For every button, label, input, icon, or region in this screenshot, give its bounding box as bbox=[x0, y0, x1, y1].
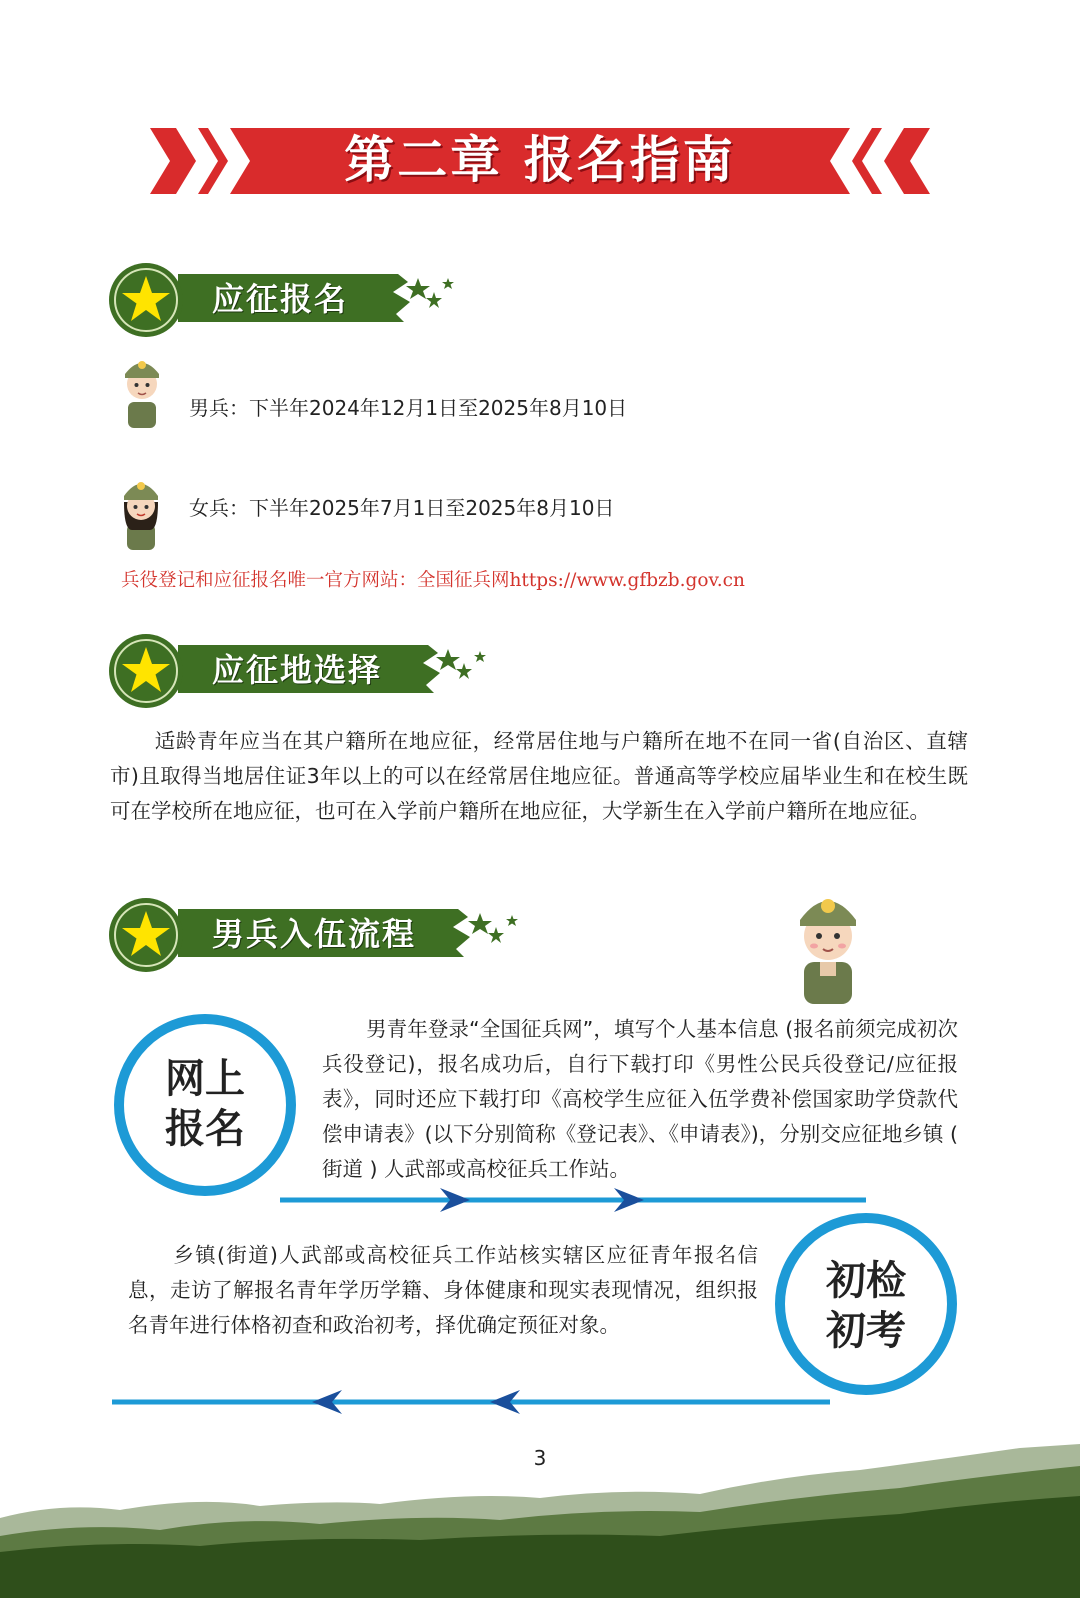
location-paragraph: 适龄青年应当在其户籍所在地应征，经常居住地与户籍所在地不在同一省(自治区、直辖市)且取得当地居住证3年以上的可以在经常居住地应征。普通高等学校应届毕业生和在校生既可在学校所在地应征，也可在入学前户籍所在地应征，大学新生在入学前户籍所在地应征。 bbox=[110, 729, 968, 823]
star-icon bbox=[406, 278, 430, 299]
male-soldier-avatar bbox=[790, 886, 866, 1006]
male-enlist-dates: 男兵：下半年2024年12月1日至2025年8月10日 bbox=[189, 396, 628, 420]
section-title: 男兵入伍流程 bbox=[212, 915, 417, 953]
male-soldier-avatar bbox=[118, 352, 166, 430]
step-label-initial-check: 初检 初考 bbox=[826, 1257, 906, 1354]
star-icon bbox=[456, 663, 472, 679]
star-icon bbox=[442, 278, 454, 289]
step-description-online-registration: 男青年登录“全国征兵网”，填写个人基本信息 (报名前须完成初次兵役登记)，报名成功后，自行下载打印《男性公民兵役登记/应征报表》，同时还应下载打印《高校学生应征入伍学费补偿国家助学贷款代偿申请表》(以下分别简称《登记表》、《申请表》)，分别交应征地乡镇 ( 街道 ) 人武部或高校征兵工作站。 bbox=[322, 1017, 958, 1181]
star-icon bbox=[488, 927, 504, 943]
section-header-location bbox=[108, 633, 568, 709]
star-icon bbox=[468, 913, 492, 934]
female-soldier-avatar bbox=[116, 472, 166, 552]
section-header-process bbox=[108, 897, 568, 973]
section-title: 应征报名 bbox=[212, 280, 349, 318]
star-icon bbox=[474, 651, 486, 662]
bottom-brush-decoration bbox=[0, 1440, 1080, 1598]
step-label-online-registration: 网上 报名 bbox=[165, 1055, 245, 1152]
section-title: 应征地选择 bbox=[212, 651, 383, 689]
star-icon bbox=[436, 649, 460, 670]
page-number: 3 bbox=[533, 1446, 547, 1470]
female-enlist-dates: 女兵：下半年2025年7月1日至2025年8月10日 bbox=[189, 496, 615, 520]
step-description-initial-check: 乡镇(街道)人武部或高校征兵工作站核实辖区应征青年报名信息，走访了解报名青年学历学籍、身体健康和现实表现情况，组织报名青年进行体格初查和政治初考，择优确定预征对象。 bbox=[128, 1243, 758, 1337]
chapter-title: 第二章 报名指南 bbox=[344, 131, 736, 189]
section-header-enlist bbox=[108, 262, 568, 338]
official-website-note: 兵役登记和应征报名唯一官方网站：全国征兵网https://www.gfbzb.gov.cn bbox=[121, 570, 745, 591]
star-icon bbox=[506, 915, 518, 926]
star-icon bbox=[426, 292, 442, 308]
